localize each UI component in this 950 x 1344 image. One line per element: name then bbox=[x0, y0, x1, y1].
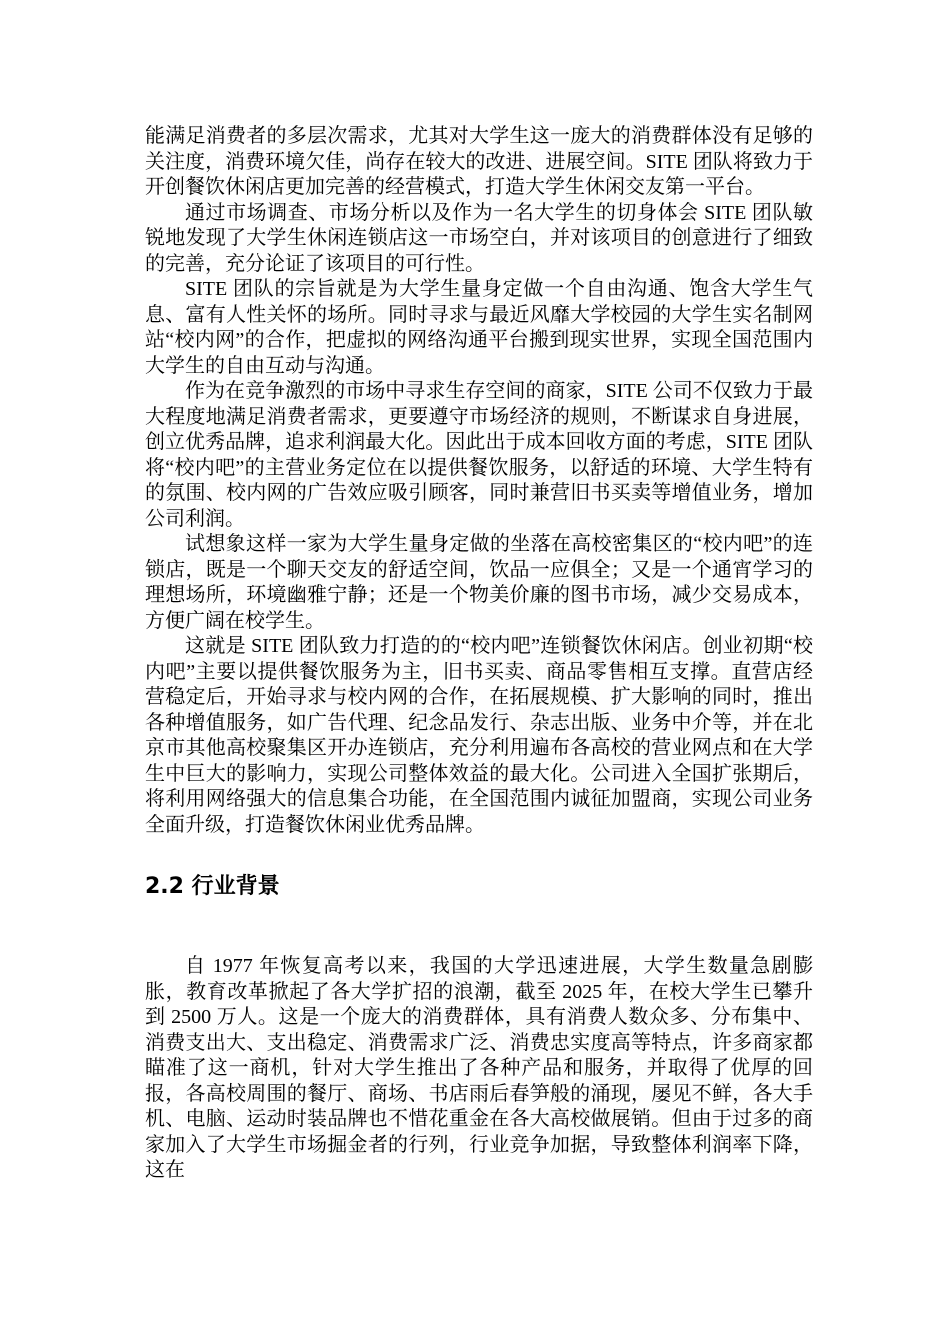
paragraph-team-mission: SITE 团队的宗旨就是为大学生量身定做一个自由沟通、饱含大学生气息、富有人性关怀的场所。同时寻求与最近风靡大学校园的大学生实名制网站“校内网”的合作，把虚拟的网络沟通平台搬到现实世界，实现全国范围内大学生的自由互动与沟通。 bbox=[145, 278, 813, 377]
paragraph-business-focus: 作为在竞争激烈的市场中寻求生存空间的商家，SITE 公司不仅致力于最大程度地满足消费者需求，更要遵守市场经济的规则，不断谋求自身进展，创立优秀品牌，追求利润最大化。因此出于成本回收方面的考虑，SITE 团队将“校内吧”的主营业务定位在以提供餐饮服务，以舒适的环境、大学生特有的氛围、校内网的广告效应吸引顾客，同时兼营旧书买卖等增值业务，增加公司利润。 bbox=[145, 380, 813, 530]
paragraph-development-plan: 这就是 SITE 团队致力打造的的“校内吧”连锁餐饮休闲店。创业初期“校内吧”主要以提供餐饮服务为主，旧书买卖、商品零售相互支撑。直营店经营稳定后，开始寻求与校内网的合作，在拓展规模、扩大影响的同时，推出各种增值服务，如广告代理、纪念品发行、杂志出版、业务中介等，并在北京市其他高校聚集区开办连锁店，充分利用遍布各高校的营业网点和在大学生中巨大的影响力，实现公司整体效益的最大化。公司进入全国扩张期后，将利用网络强大的信息集合功能，在全国范围内诚征加盟商，实现公司业务全面升级，打造餐饮休闲业优秀品牌。 bbox=[145, 635, 813, 836]
paragraph-market-research: 通过市场调查、市场分析以及作为一名大学生的切身体会 SITE 团队敏锐地发现了大学生休闲连锁店这一市场空白，并对该项目的创意进行了细致的完善，充分论证了该项目的可行性。 bbox=[145, 201, 813, 275]
paragraph-industry-background: 自 1977 年恢复高考以来，我国的大学迅速进展，大学生数量急剧膨胀，教育改革掀起了各大学扩招的浪潮，截至 2025 年，在校大学生已攀升到 2500 万人。这是一个庞大的消费群体，具有消费人数众多、分布集中、消费支出大、支出稳定、消费需求广泛、消费忠实度高等特点，许多商家都瞄准了这一商机，针对大学生推出了各种产品和服务，并取得了优厚的回报，各高校周围的餐厅、商场、书店雨后春笋般的涌现，屡见不鲜，各大手机、电脑、运动时装品牌也不惜花重金在各大高校做展销。但由于过多的商家加入了大学生市场掘金者的行列，行业竞争加据，导致整体利润率下降，这在 bbox=[145, 955, 813, 1181]
paragraph-continuation: 能满足消费者的多层次需求，尤其对大学生这一庞大的消费群体没有足够的关注度，消费环境欠佳，尚存在较大的改进、进展空间。SITE 团队将致力于开创餐饮休闲店更加完善的经营模式，打造大学生休闲交友第一平台。 bbox=[145, 125, 813, 198]
document-body bbox=[145, 124, 813, 1184]
section-heading-industry-background: 2.2 行业背景 bbox=[145, 874, 280, 899]
paragraph-store-vision: 试想象这样一家为大学生量身定做的坐落在高校密集区的“校内吧”的连锁店，既是一个聊天交友的舒适空间，饮品一应俱全；又是一个通宵学习的理想场所，环境幽雅宁静；还是一个物美价廉的图书市场，减少交易成本，方便广阔在校学生。 bbox=[145, 533, 813, 632]
